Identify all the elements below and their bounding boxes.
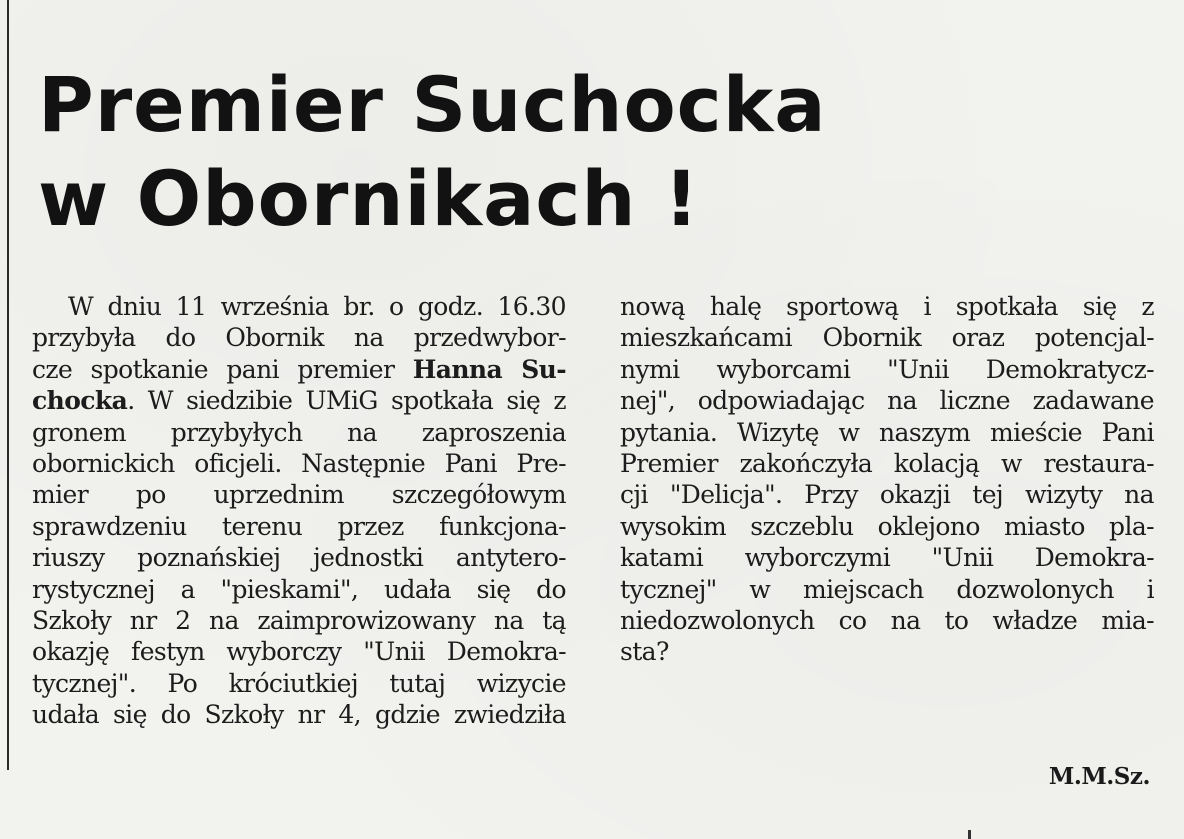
article-column-right [620,291,1154,668]
text-line: rystycznej a "pieskami", udała się do [32,574,566,604]
column-rule [7,0,9,770]
text-line: tycznej" w miejscach dozwolonych i [620,574,1154,604]
text-line: Szkoły nr 2 na zaimprowizowany na tą [32,605,566,635]
print-mark [968,830,971,839]
text-line: nową halę sportową i spotkała się z [620,292,1154,321]
text-line: katami wyborczymi "Unii Demokra- [620,543,1154,573]
text-line [32,385,566,416]
text-line: gronem przybyłych na zaproszenia [32,417,566,447]
text-line: wysokim szczeblu oklejono miasto pla- [620,511,1154,541]
text-line: niedozwolonych co na to władze mia- [620,605,1154,635]
text-line: pytania. Wizytę w naszym mieście Pani [620,417,1154,447]
headline-line-2: w Obornikach ! [38,154,700,243]
text-line: okazję festyn wyborczy "Unii Demokra- [32,637,566,667]
person-name: chocka [32,386,128,416]
headline-line-1: Premier Suchocka [38,60,827,149]
text-line: obornickich oficjeli. Następnie Pani Pre- [32,448,566,478]
text-line: udała się do Szkoły nr 4, gdzie zwiedziła [32,700,566,730]
text-line: cji "Delicja". Przy okazji tej wizyty na [620,480,1154,510]
text-fragment: cze spotkanie pani premier [32,354,413,384]
text-line: sprawdzeniu terenu przez funkcjona- [32,511,566,541]
text-line: mier po uprzednim szczegółowym [32,480,566,510]
text-fragment: . W siedzibie UMiG spotkała się z [127,386,566,416]
text-line [32,354,566,385]
article-column-left [32,291,566,730]
text-line: nej", odpowiadając na liczne zadawane [620,386,1154,416]
text-line: przybyła do Obornik na przedwybor- [32,323,566,353]
headline [38,58,1158,246]
text-line: riuszy poznańskiej jednostki antytero- [32,543,566,573]
text-line: tycznej". Po króciutkiej tutaj wizycie [32,668,566,698]
text-line: nymi wyborcami "Unii Demokratycz- [620,354,1154,384]
text-line: sta? [620,637,669,667]
person-name: Hanna Su- [412,354,566,384]
text-line: Premier zakończyła kolacją w restaura- [620,448,1154,478]
author-signature: M.M.Sz. [1048,763,1150,790]
text-line: W dniu 11 września br. o godz. 16.30 [68,292,566,321]
text-line: mieszkańcami Obornik oraz potencjal- [620,323,1154,353]
